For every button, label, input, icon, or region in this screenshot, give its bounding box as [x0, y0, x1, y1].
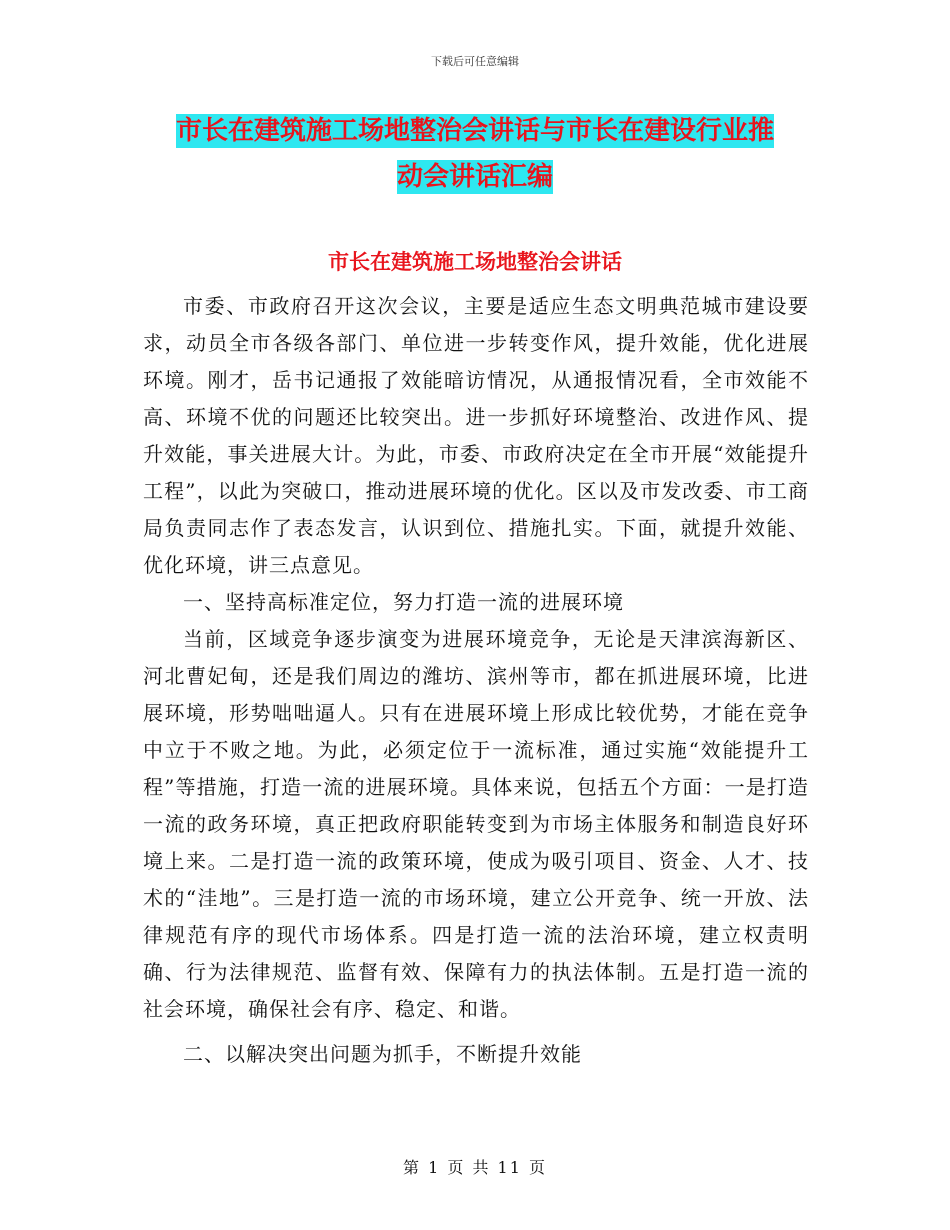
section-title: 市长在建筑施工场地整治会讲话 [328, 250, 622, 274]
paragraph-point-one: 当前，区域竞争逐步演变为进展环境竞争，无论是天津滨海新区、河北曹妃甸，还是我们周边的潍坊、滨州等市，都在抓进展环境，比进展环境，形势咄咄逼人。只有在进展环境上形成比较优势，才能在竞争中立于不败之地。为此，必须定位于一流标准，通过实施“效能提升工程”等措施，打造一流的进展环境。具体来说，包括五个方面：一是打造一流的政务环境，真正把政府职能转变到为市场主体服务和制造良好环境上来。二是打造一流的政策环境，使成为吸引项目、资金、人才、技术的“洼地”。三是打造一流的市场环境，建立公开竞争、统一开放、法律规范有序的现代市场体系。四是打造一流的法治环境，建立权责明确、行为法律规范、监督有效、保障有力的执法体制。五是打造一流的社会环境，确保社会有序、稳定、和谐。 [143, 627, 809, 1021]
document-title-line-1: 市长在建筑施工场地整治会讲话与市长在建设行业推 [175, 116, 774, 146]
heading-point-two: 二、以解决突出问题为抓手，不断提升效能 [183, 1042, 582, 1066]
page-footer: 第 1 页 共 11 页 [403, 1158, 547, 1177]
document-title-line-2: 动会讲话汇编 [396, 162, 553, 192]
heading-point-one: 一、坚持高标准定位，努力打造一流的进展环境 [183, 590, 624, 614]
document-title [140, 108, 810, 200]
body-text [143, 288, 809, 1073]
paragraph-intro: 市委、市政府召开这次会议，主要是适应生态文明典范城市建设要求，动员全市各级各部门、单位进一步转变作风，提升效能，优化进展环境。刚才，岳书记通报了效能暗访情况，从通报情况看，全市效能不高、环境不优的问题还比较突出。进一步抓好环境整治、改进作风、提升效能，事关进展大计。为此，市委、市政府决定在全市开展“效能提升工程”，以此为突破口，推动进展环境的优化。区以及市发改委、市工商局负责同志作了表态发言，认识到位、措施扎实。下面，就提升效能、优化环境，讲三点意见。 [143, 294, 809, 577]
header-note: 下载后可任意编辑 [431, 55, 519, 68]
